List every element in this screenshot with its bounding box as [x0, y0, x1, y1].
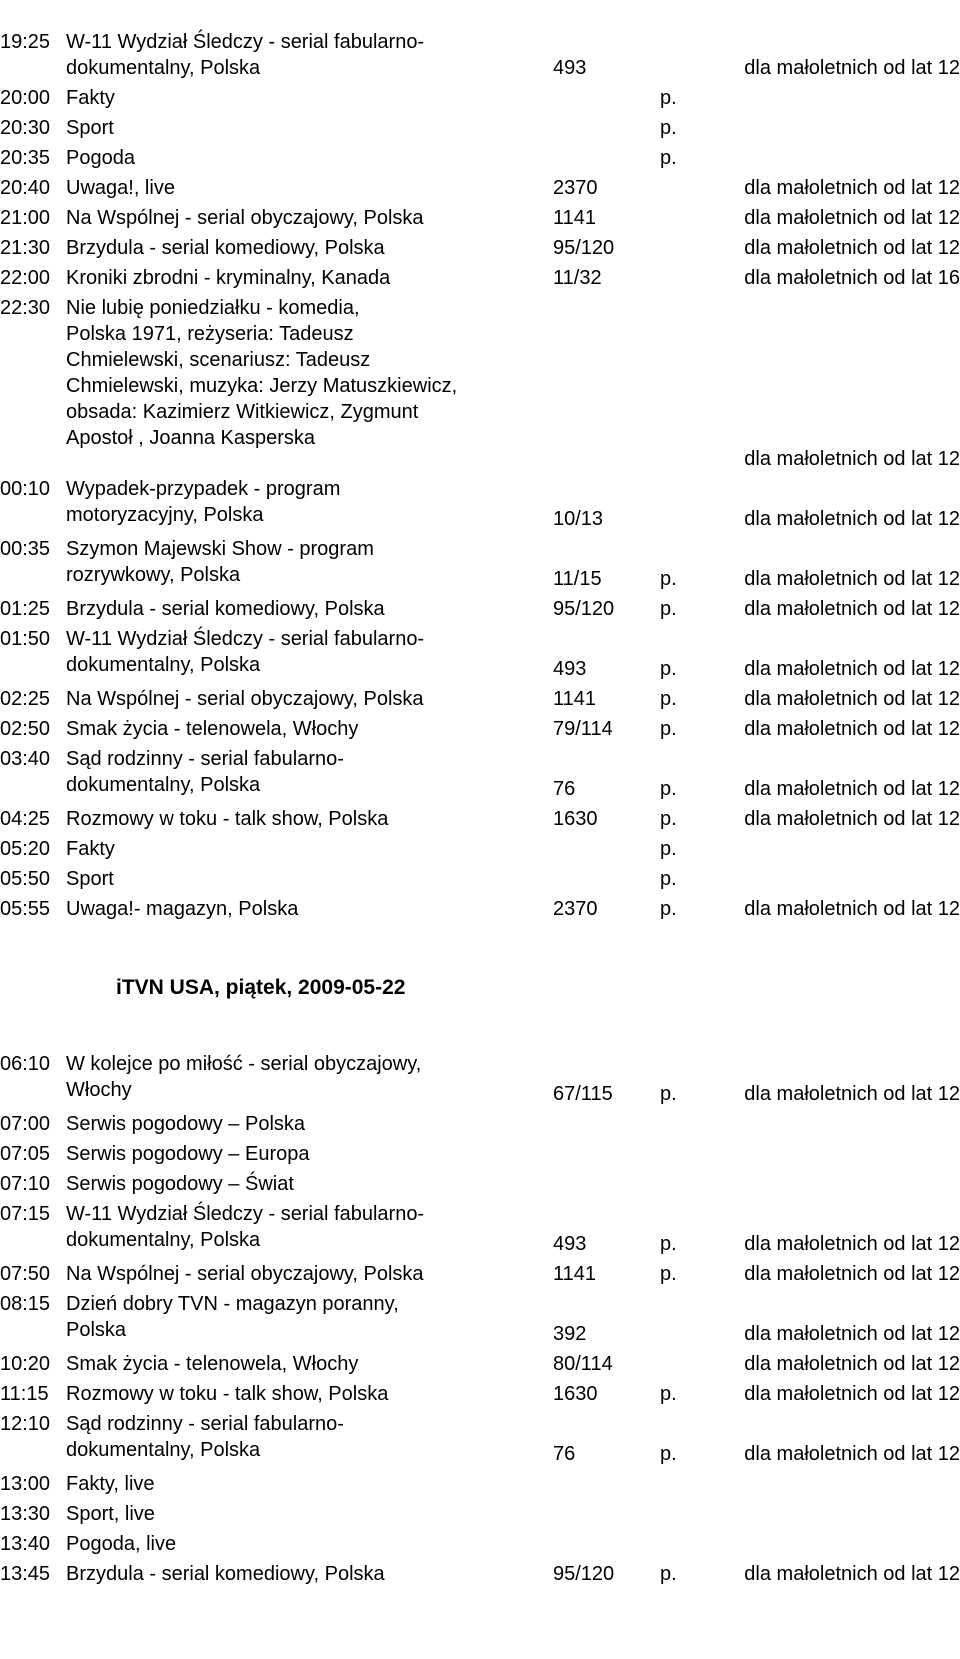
episode-number: 493	[553, 658, 587, 680]
schedule-row	[0, 1109, 960, 1139]
program-time: 10:20	[0, 1353, 51, 1375]
age-rating: dla małoletnich od lat 12	[744, 808, 960, 830]
age-rating: dla małoletnich od lat 12	[744, 1233, 960, 1255]
premiere-marker: p.	[660, 808, 677, 830]
schedule-row	[0, 1169, 960, 1199]
program-title: Na Wspólnej - serial obyczajowy, Polska	[66, 1263, 424, 1285]
program-time: 05:55	[0, 898, 51, 920]
age-rating: dla małoletnich od lat 12	[744, 778, 960, 800]
age-rating: dla małoletnich od lat 12	[744, 508, 960, 530]
age-rating: dla małoletnich od lat 12	[744, 658, 960, 680]
program-time: 07:50	[0, 1263, 51, 1285]
schedule-row	[0, 1409, 960, 1469]
schedule-row	[0, 744, 960, 804]
premiere-marker: p.	[660, 1383, 677, 1405]
episode-number: 10/13	[553, 508, 604, 530]
episode-number: 76	[553, 1443, 576, 1465]
program-title: Wypadek-przypadek - program motoryzacyjny, Polska	[66, 478, 341, 526]
episode-number: 1630	[553, 1383, 598, 1405]
program-time: 13:00	[0, 1473, 51, 1495]
program-time: 20:40	[0, 177, 51, 199]
premiere-marker: p.	[660, 868, 677, 890]
program-time: 13:40	[0, 1533, 51, 1555]
program-time: 07:10	[0, 1173, 51, 1195]
episode-number: 76	[553, 778, 576, 800]
age-rating: dla małoletnich od lat 12	[744, 1353, 960, 1375]
age-rating: dla małoletnich od lat 12	[744, 207, 960, 229]
program-title: Smak życia - telenowela, Włochy	[66, 1353, 359, 1375]
program-title: Serwis pogodowy – Europa	[66, 1143, 310, 1165]
episode-number: 392	[553, 1323, 587, 1345]
premiere-marker: p.	[660, 658, 677, 680]
program-time: 20:30	[0, 117, 51, 139]
program-time: 07:15	[0, 1203, 51, 1225]
episode-number: 1141	[553, 688, 597, 710]
program-title: Pogoda, live	[66, 1533, 177, 1555]
program-title: Sport	[66, 117, 114, 139]
schedule-row	[0, 203, 960, 233]
schedule-row	[0, 684, 960, 714]
program-title: Fakty	[66, 87, 115, 109]
episode-number: 80/114	[553, 1353, 613, 1375]
schedule-row	[0, 624, 960, 684]
age-rating: dla małoletnich od lat 12	[744, 1083, 960, 1105]
age-rating: dla małoletnich od lat 12	[744, 1323, 960, 1345]
program-title: Rozmowy w toku - talk show, Polska	[66, 808, 389, 830]
episode-number: 11/32	[553, 267, 602, 289]
episode-number: 1630	[553, 808, 598, 830]
program-time: 21:30	[0, 237, 51, 259]
schedule-row	[0, 113, 960, 143]
program-title: Na Wspólnej - serial obyczajowy, Polska	[66, 207, 424, 229]
program-title: Fakty	[66, 838, 115, 860]
program-title: Szymon Majewski Show - program rozrywkowy, Polska	[66, 538, 374, 586]
program-title: Uwaga!- magazyn, Polska	[66, 898, 299, 920]
premiere-marker: p.	[660, 898, 677, 920]
episode-number: 1141	[553, 1263, 597, 1285]
episode-number: 95/120	[553, 598, 615, 620]
premiere-marker: p.	[660, 1083, 677, 1105]
premiere-marker: p.	[660, 147, 677, 169]
program-title: Sąd rodzinny - serial fabularno- dokumentalny, Polska	[66, 748, 344, 796]
program-time: 11:15	[0, 1383, 49, 1405]
age-rating: dla małoletnich od lat 12	[744, 237, 960, 259]
program-time: 03:40	[0, 748, 51, 770]
program-time: 01:25	[0, 598, 51, 620]
schedule-row	[0, 27, 960, 83]
program-time: 01:50	[0, 628, 51, 650]
schedule-row	[0, 233, 960, 263]
age-rating: dla małoletnich od lat 12	[744, 177, 960, 199]
age-rating: dla małoletnich od lat 12	[744, 718, 960, 740]
premiere-marker: p.	[660, 1563, 677, 1585]
schedule-row	[0, 1139, 960, 1169]
age-rating: dla małoletnich od lat 12	[744, 1263, 960, 1285]
premiere-marker: p.	[660, 1233, 677, 1255]
schedule-row	[0, 1349, 960, 1379]
schedule-row	[0, 894, 960, 924]
program-title: Sport, live	[66, 1503, 155, 1525]
program-title: Fakty, live	[66, 1473, 155, 1495]
schedule-row	[0, 594, 960, 624]
episode-number: 79/114	[553, 718, 613, 740]
schedule-row	[0, 1199, 960, 1259]
episode-number: 11/15	[553, 568, 602, 590]
program-title: W-11 Wydział Śledczy - serial fabularno- dokumentalny, Polska	[66, 628, 425, 676]
episode-number: 67/115	[553, 1083, 613, 1105]
age-rating: dla małoletnich od lat 12	[744, 568, 960, 590]
program-title: Brzydula - serial komediowy, Polska	[66, 1563, 385, 1585]
program-time: 13:45	[0, 1563, 51, 1585]
age-rating: dla małoletnich od lat 12	[744, 898, 960, 920]
program-time: 12:10	[0, 1413, 51, 1435]
schedule-row	[0, 1049, 960, 1109]
schedule-row	[0, 173, 960, 203]
schedule-row	[0, 1559, 960, 1589]
program-title: Serwis pogodowy – Świat	[66, 1173, 294, 1195]
premiere-marker: p.	[660, 1263, 677, 1285]
premiere-marker: p.	[660, 1443, 677, 1465]
program-time: 00:10	[0, 478, 51, 500]
program-title: W-11 Wydział Śledczy - serial fabularno- dokumentalny, Polska	[66, 31, 425, 79]
schedule-row	[0, 714, 960, 744]
schedule-row	[0, 293, 960, 474]
schedule-section-2	[0, 1049, 960, 1589]
premiere-marker: p.	[660, 838, 677, 860]
schedule-row	[0, 83, 960, 113]
program-time: 22:30	[0, 297, 51, 319]
program-time: 07:05	[0, 1143, 51, 1165]
program-time: 13:30	[0, 1503, 51, 1525]
schedule-row	[0, 804, 960, 834]
program-time: 20:35	[0, 147, 51, 169]
schedule-row	[0, 534, 960, 594]
episode-number: 2370	[553, 898, 598, 920]
premiere-marker: p.	[660, 598, 677, 620]
program-title: W-11 Wydział Śledczy - serial fabularno- dokumentalny, Polska	[66, 1203, 425, 1251]
program-title: Smak życia - telenowela, Włochy	[66, 718, 359, 740]
program-time: 02:50	[0, 718, 51, 740]
program-time: 19:25	[0, 31, 51, 53]
premiere-marker: p.	[660, 568, 677, 590]
program-title: Dzień dobry TVN - magazyn poranny, Polska	[66, 1293, 399, 1341]
program-title: Sport	[66, 868, 114, 890]
age-rating: dla małoletnich od lat 12	[744, 1443, 960, 1465]
episode-number: 493	[553, 1233, 587, 1255]
schedule-row	[0, 263, 960, 293]
program-time: 06:10	[0, 1053, 51, 1075]
age-rating: dla małoletnich od lat 16	[744, 267, 960, 289]
premiere-marker: p.	[660, 87, 677, 109]
schedule-row	[0, 1289, 960, 1349]
schedule-row	[0, 1469, 960, 1499]
age-rating: dla małoletnich od lat 12	[744, 57, 960, 79]
program-title: Kroniki zbrodni - kryminalny, Kanada	[66, 267, 391, 289]
program-title: Serwis pogodowy – Polska	[66, 1113, 306, 1135]
age-rating: dla małoletnich od lat 12	[744, 598, 960, 620]
program-time: 04:25	[0, 808, 51, 830]
program-title: Brzydula - serial komediowy, Polska	[66, 237, 385, 259]
program-time: 07:00	[0, 1113, 51, 1135]
program-time: 02:25	[0, 688, 51, 710]
age-rating: dla małoletnich od lat 12	[744, 1563, 960, 1585]
episode-number: 95/120	[553, 237, 615, 259]
schedule-row	[0, 1499, 960, 1529]
episode-number: 2370	[553, 177, 598, 199]
program-time: 05:50	[0, 868, 51, 890]
program-title: W kolejce po miłość - serial obyczajowy, Włochy	[66, 1053, 422, 1101]
episode-number: 95/120	[553, 1563, 615, 1585]
program-time: 22:00	[0, 267, 51, 289]
episode-number: 493	[553, 57, 587, 79]
program-time: 00:35	[0, 538, 51, 560]
program-title: Rozmowy w toku - talk show, Polska	[66, 1383, 389, 1405]
premiere-marker: p.	[660, 117, 677, 139]
premiere-marker: p.	[660, 688, 677, 710]
age-rating: dla małoletnich od lat 12	[744, 448, 960, 470]
program-title: Brzydula - serial komediowy, Polska	[66, 598, 385, 620]
schedule-row	[0, 834, 960, 864]
program-title: Sąd rodzinny - serial fabularno- dokumentalny, Polska	[66, 1413, 344, 1461]
premiere-marker: p.	[660, 778, 677, 800]
premiere-marker: p.	[660, 718, 677, 740]
program-title: Na Wspólnej - serial obyczajowy, Polska	[66, 688, 424, 710]
program-time: 20:00	[0, 87, 51, 109]
age-rating: dla małoletnich od lat 12	[744, 1383, 960, 1405]
program-title: Pogoda	[66, 147, 135, 169]
program-title: Uwaga!, live	[66, 177, 175, 199]
program-title: Nie lubię poniedziałku - komedia, Polska 1971, reżyseria: Tadeusz Chmielewski, scenariusz: Tadeusz Chmielewski, muzyka: Jerzy Matuszkiewicz, obsada: Kazimierz Witkiewicz, Zygmunt Apostoł , Joanna Kasperska	[66, 297, 458, 449]
age-rating: dla małoletnich od lat 12	[744, 688, 960, 710]
schedule-row	[0, 1529, 960, 1559]
schedule-row	[0, 1379, 960, 1409]
episode-number: 1141	[553, 207, 597, 229]
program-time: 05:20	[0, 838, 51, 860]
schedule-row	[0, 864, 960, 894]
section-heading: iTVN USA, piątek, 2009-05-22	[116, 976, 406, 999]
schedule-row	[0, 474, 960, 534]
program-time: 21:00	[0, 207, 51, 229]
schedule-row	[0, 143, 960, 173]
program-time: 08:15	[0, 1293, 51, 1315]
schedule-section-1	[0, 27, 960, 924]
schedule-row	[0, 1259, 960, 1289]
